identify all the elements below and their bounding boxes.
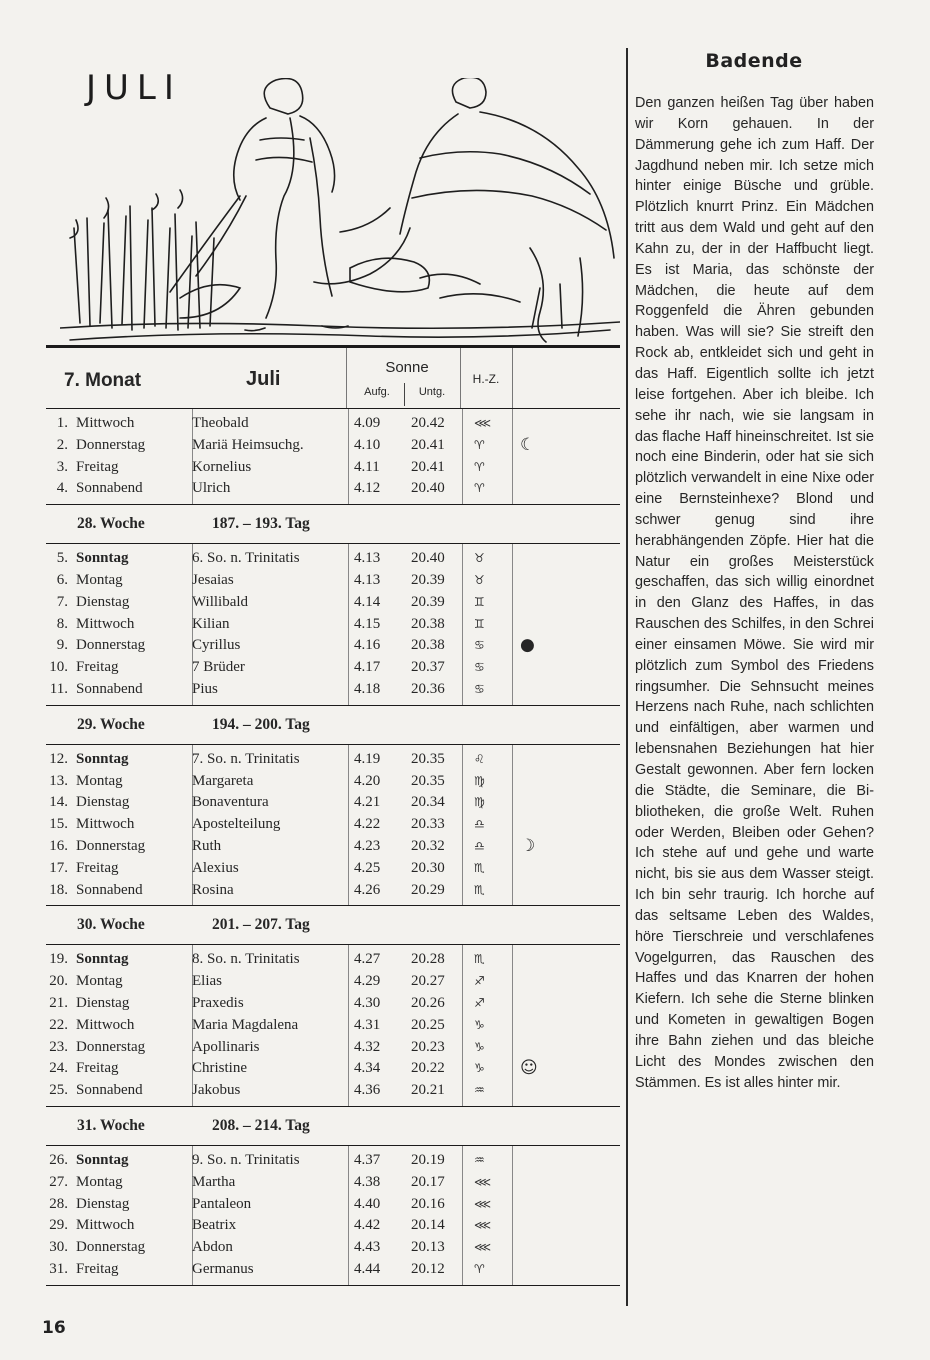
table-row xyxy=(46,1058,620,1080)
name-day: Theobald xyxy=(192,415,249,431)
page-title: JULI xyxy=(86,68,182,108)
harvest-illustration xyxy=(60,78,620,346)
weekday: Dienstag xyxy=(76,1195,130,1212)
sunset-time: 20.41 xyxy=(411,436,445,453)
calendar-header xyxy=(46,345,620,409)
sunrise-time: 4.09 xyxy=(354,415,381,431)
sunrise-column-header: Aufg. xyxy=(364,386,390,398)
sunrise-time: 4.15 xyxy=(354,615,381,632)
sunrise-time: 4.19 xyxy=(354,750,381,767)
sunset-time: 20.34 xyxy=(411,794,445,811)
page-number: 16 xyxy=(42,1318,66,1338)
name-day: Rosina xyxy=(192,881,234,898)
weekday: Freitag xyxy=(76,1260,119,1277)
sunset-time: 20.32 xyxy=(411,837,445,854)
week-row xyxy=(46,706,620,745)
name-day: Elias xyxy=(192,973,222,990)
weekday: Montag xyxy=(76,772,123,789)
table-row xyxy=(46,1259,620,1281)
sunrise-time: 4.40 xyxy=(354,1195,381,1212)
sunrise-time: 4.30 xyxy=(354,994,381,1011)
table-row xyxy=(46,836,620,858)
week-label: 29. Woche xyxy=(77,715,145,733)
day-number: 31. xyxy=(49,1260,68,1277)
week-days: 201. – 207. Tag xyxy=(212,916,310,934)
name-day: Bonaventura xyxy=(192,794,269,811)
name-day: Willibald xyxy=(192,593,249,610)
day-number: 15. xyxy=(49,816,68,833)
weekday: Sonntag xyxy=(76,750,129,767)
sun-column-header: Sonne xyxy=(385,359,429,376)
day-block xyxy=(46,409,620,505)
zodiac-column-header: H.-Z. xyxy=(472,372,500,386)
day-number: 4. xyxy=(56,480,68,497)
week-label: 28. Woche xyxy=(77,515,145,533)
waterman-icon: ♒ xyxy=(474,1083,485,1098)
fish-icon: ⋘ xyxy=(474,1218,492,1233)
sunset-time: 20.38 xyxy=(411,615,445,632)
table-row xyxy=(46,814,620,836)
sunset-time: 20.37 xyxy=(411,659,445,676)
sunrise-time: 4.18 xyxy=(354,680,381,697)
weekday: Sonntag xyxy=(76,951,129,968)
sunset-time: 20.42 xyxy=(411,415,445,431)
day-number: 2. xyxy=(56,436,68,453)
day-number: 20. xyxy=(49,973,68,990)
story-title: Badende xyxy=(705,50,803,72)
sunrise-time: 4.13 xyxy=(354,550,381,567)
sunrise-time: 4.31 xyxy=(354,1016,381,1033)
table-row xyxy=(46,1150,620,1172)
table-row xyxy=(46,1215,620,1237)
name-day: Margareta xyxy=(192,772,254,789)
name-day: Kornelius xyxy=(192,458,252,475)
name-day: Ruth xyxy=(192,837,222,854)
day-number: 17. xyxy=(49,859,68,876)
name-day: Alexius xyxy=(192,859,239,876)
month-name-label: Juli xyxy=(246,368,281,390)
goat-icon: ♑ xyxy=(474,1017,485,1032)
weekday: Mittwoch xyxy=(76,1016,135,1033)
sunset-time: 20.19 xyxy=(411,1151,445,1168)
name-day: Pius xyxy=(192,680,218,697)
table-row xyxy=(46,413,620,435)
table-row xyxy=(46,548,620,570)
scorpion-icon: ♏ xyxy=(474,882,485,897)
table-row xyxy=(46,570,620,592)
day-block xyxy=(46,745,620,907)
sunrise-time: 4.29 xyxy=(354,973,381,990)
fish-icon: ⋘ xyxy=(474,416,492,430)
weekday: Mittwoch xyxy=(76,816,135,833)
moon-phase-icon: ☾ xyxy=(520,434,536,455)
name-day: Praxedis xyxy=(192,994,244,1011)
table-row xyxy=(46,1080,620,1102)
weekday: Montag xyxy=(76,973,123,990)
sunset-time: 20.35 xyxy=(411,750,445,767)
weekday: Sonnabend xyxy=(76,480,143,497)
name-day: Maria Magdalena xyxy=(192,1016,299,1033)
sunrise-time: 4.42 xyxy=(354,1217,381,1234)
weekday: Donnerstag xyxy=(76,1038,146,1055)
name-day: Pantaleon xyxy=(192,1195,252,1212)
weekday: Freitag xyxy=(76,859,119,876)
day-number: 25. xyxy=(49,1082,68,1099)
weekday: Mittwoch xyxy=(76,1217,135,1234)
table-row xyxy=(46,792,620,814)
weekday: Sonntag xyxy=(76,1151,129,1168)
virgin-icon: ♍ xyxy=(474,795,485,810)
waterman-icon: ♒ xyxy=(474,1152,485,1167)
day-number: 8. xyxy=(56,615,68,632)
sunset-time: 20.38 xyxy=(411,637,445,654)
day-number: 10. xyxy=(49,659,68,676)
sunrise-time: 4.13 xyxy=(354,571,381,588)
weekday: Donnerstag xyxy=(76,837,146,854)
week-days: 187. – 193. Tag xyxy=(212,515,310,533)
week-row xyxy=(46,906,620,945)
table-row xyxy=(46,1237,620,1259)
weekday: Dienstag xyxy=(76,794,130,811)
sunrise-time: 4.34 xyxy=(354,1060,381,1077)
sunrise-time: 4.32 xyxy=(354,1038,381,1055)
ram-icon: ♈ xyxy=(474,1261,485,1276)
table-row xyxy=(46,858,620,880)
sunset-time: 20.39 xyxy=(411,593,445,610)
table-row xyxy=(46,1037,620,1059)
sunset-time: 20.17 xyxy=(411,1173,445,1190)
bull-icon: ♉ xyxy=(474,551,485,566)
day-number: 27. xyxy=(49,1173,68,1190)
day-number: 28. xyxy=(49,1195,68,1212)
archer-icon: ♐ xyxy=(474,995,485,1010)
sunrise-time: 4.44 xyxy=(354,1260,381,1277)
weekday: Montag xyxy=(76,571,123,588)
lion-icon: ♌ xyxy=(474,751,485,766)
name-day: Martha xyxy=(192,1173,236,1190)
day-number: 24. xyxy=(49,1060,68,1077)
sunrise-time: 4.12 xyxy=(354,480,381,497)
day-number: 12. xyxy=(49,750,68,767)
sunset-time: 20.30 xyxy=(411,859,445,876)
day-number: 11. xyxy=(49,680,68,697)
crab-icon: ♋ xyxy=(474,638,485,653)
day-block xyxy=(46,1146,620,1286)
sunset-time: 20.35 xyxy=(411,772,445,789)
day-number: 9. xyxy=(56,637,68,654)
bull-icon: ♉ xyxy=(474,572,485,587)
sunrise-time: 4.16 xyxy=(354,637,381,654)
sunset-time: 20.40 xyxy=(411,550,445,567)
sunrise-time: 4.25 xyxy=(354,859,381,876)
sunset-time: 20.39 xyxy=(411,571,445,588)
sunset-time: 20.13 xyxy=(411,1239,445,1256)
table-row xyxy=(46,1194,620,1216)
sunrise-time: 4.20 xyxy=(354,772,381,789)
name-day: Beatrix xyxy=(192,1217,237,1234)
sunset-time: 20.21 xyxy=(411,1082,445,1099)
weekday: Freitag xyxy=(76,1060,119,1077)
scorpion-icon: ♏ xyxy=(474,860,485,875)
table-row xyxy=(46,478,620,500)
day-number: 14. xyxy=(49,794,68,811)
sunset-time: 20.16 xyxy=(411,1195,445,1212)
fish-icon: ⋘ xyxy=(474,1174,492,1189)
week-row xyxy=(46,1107,620,1146)
weekday: Donnerstag xyxy=(76,1239,146,1256)
moon-phase-icon: ☺ xyxy=(520,1058,538,1079)
sunset-time: 20.27 xyxy=(411,973,445,990)
day-number: 3. xyxy=(56,458,68,475)
sunset-time: 20.14 xyxy=(411,1217,445,1234)
sunset-time: 20.29 xyxy=(411,881,445,898)
sunrise-time: 4.38 xyxy=(354,1173,381,1190)
sunset-time: 20.12 xyxy=(411,1260,445,1277)
table-row xyxy=(46,949,620,971)
table-row xyxy=(46,679,620,701)
weekday: Donnerstag xyxy=(76,436,146,453)
table-row xyxy=(46,635,620,657)
sunrise-time: 4.23 xyxy=(354,837,381,854)
sunset-time: 20.33 xyxy=(411,816,445,833)
sunrise-time: 4.11 xyxy=(354,458,380,475)
name-day: Jesaias xyxy=(192,571,234,588)
weekday: Mittwoch xyxy=(76,615,135,632)
twins-icon: ♊ xyxy=(474,594,485,609)
weekday: Sonnabend xyxy=(76,680,143,697)
ram-icon: ♈ xyxy=(474,437,485,452)
table-row xyxy=(46,993,620,1015)
virgin-icon: ♍ xyxy=(474,773,485,788)
name-day: 6. So. n. Trinitatis xyxy=(192,550,300,567)
weekday: Dienstag xyxy=(76,593,130,610)
week-label: 30. Woche xyxy=(77,916,145,934)
sunrise-time: 4.26 xyxy=(354,881,381,898)
name-day: 9. So. n. Trinitatis xyxy=(192,1151,300,1168)
sunset-column-header: Untg. xyxy=(418,386,446,398)
day-number: 23. xyxy=(49,1038,68,1055)
calendar-body xyxy=(46,409,620,1286)
archer-icon: ♐ xyxy=(474,974,485,989)
crab-icon: ♋ xyxy=(474,681,485,696)
week-days: 194. – 200. Tag xyxy=(212,715,310,733)
week-row xyxy=(46,505,620,544)
day-number: 26. xyxy=(49,1151,68,1168)
name-day: 7 Brüder xyxy=(192,659,245,676)
day-number: 13. xyxy=(49,772,68,789)
calendar-table xyxy=(46,345,620,1286)
sunrise-time: 4.21 xyxy=(354,794,381,811)
weekday: Freitag xyxy=(76,659,119,676)
sunrise-time: 4.36 xyxy=(354,1082,381,1099)
sunset-time: 20.26 xyxy=(411,994,445,1011)
sunrise-time: 4.14 xyxy=(354,593,381,610)
name-day: Cyrillus xyxy=(192,637,241,654)
name-day: 8. So. n. Trinitatis xyxy=(192,951,300,968)
month-number-label: 7. Monat xyxy=(64,370,142,391)
table-row xyxy=(46,435,620,457)
table-row xyxy=(46,749,620,771)
day-block xyxy=(46,945,620,1107)
scales-icon: ♎ xyxy=(474,817,485,832)
sunrise-time: 4.27 xyxy=(354,951,381,968)
sunset-time: 20.22 xyxy=(411,1060,445,1077)
day-number: 22. xyxy=(49,1016,68,1033)
table-row xyxy=(46,457,620,479)
name-day: Apostelteilung xyxy=(192,816,281,833)
name-day: 7. So. n. Trinitatis xyxy=(192,750,300,767)
scales-icon: ♎ xyxy=(474,838,485,853)
sunrise-time: 4.17 xyxy=(354,659,381,676)
sunset-time: 20.28 xyxy=(411,951,445,968)
table-row xyxy=(46,1015,620,1037)
weekday: Dienstag xyxy=(76,994,130,1011)
sunset-time: 20.25 xyxy=(411,1016,445,1033)
story-text: Den ganzen heißen Tag über haben wir Korn gehauen. In der Dämmerung gehe ich zum Haff. Der Jagdhund neben mir. Ich setze mich hinter einige Büsche und grüble. Plötzlich knurrt Prinz. Ein Mädchen tritt aus dem Wald und geht auf den Kahn zu, der in der Haffbucht liegt. Es ist Maria, das schönste der Mädchen, die heute auf dem Roggenfeld die Ähren gebunden haben. Was will sie? Sie streift den Rock ab, entkleidet sich und geht in das Haff. Eigentlich sollte ich jetzt leise fortgehen. Aber ich bleibe. Ich sehe ihr nach, wie sie langsam in das flache Haff hineinschreitet. Ist sie noch eine Binderin, oder hat sie sich plötzlich verwandelt in eine Nixe oder eine Bernsteinhexe? Blond und schwer genug sind ihre herabhängenden Zöpfe. Hier hat die Natur ein großes Meisterstück geschaffen, das sich willig einordnet in den Glanz des Haffes, in das Rauschen des Schilfes, in den Schrei einer einsamen Möwe. Sie wird mir plötzlich zum Symbol des Friedens ringsumher. Die Sehnsucht meines Herzens nach Ruhe, nach schlichten und einfältigen, aber warmen und lebensnahen Beziehungen hat hier Gestalt gewonnen. Aber fern locken die Städte, die Seminare, die Bibliotheken, die große Welt. Ruhen oder Werden, Bleiben oder Gehen? Ich stehe auf und gehe und warte nicht, bis sie aus dem Wasser steigt. Ich bin sehr traurig. Ich horche auf das seltsame Leben des Waldes, höre Tierschreie und verschlafenes Vogelgurren, das Rauschen des Haffes und das Knarren der hohen Kiefern. Ich sehe die Sterne blinken und Kometen in gewaltigen Bogen ihre Bahn ziehen und das bleiche Licht des Mondes zwischen den Stämmen. Es ist alles hinter mir. xyxy=(635,95,874,1091)
table-row xyxy=(46,771,620,793)
day-number: 16. xyxy=(49,837,68,854)
weekday: Montag xyxy=(76,1173,123,1190)
day-number: 19. xyxy=(49,951,68,968)
name-day: Germanus xyxy=(192,1260,254,1277)
sunrise-time: 4.22 xyxy=(354,816,381,833)
week-days: 208. – 214. Tag xyxy=(212,1116,310,1134)
table-row xyxy=(46,614,620,636)
fish-icon: ⋘ xyxy=(474,1240,492,1255)
weekday: Sonntag xyxy=(76,550,129,567)
goat-icon: ♑ xyxy=(474,1039,485,1054)
weekday: Sonnabend xyxy=(76,881,143,898)
day-number: 1. xyxy=(56,415,68,431)
ram-icon: ♈ xyxy=(474,459,485,474)
sunset-time: 20.40 xyxy=(411,480,445,497)
sunset-time: 20.23 xyxy=(411,1038,445,1055)
fish-icon: ⋘ xyxy=(474,1196,492,1211)
sunset-time: 20.36 xyxy=(411,680,445,697)
table-row xyxy=(46,880,620,902)
name-day: Jakobus xyxy=(192,1082,241,1099)
sunrise-time: 4.37 xyxy=(354,1151,381,1168)
twins-icon: ♊ xyxy=(474,616,485,631)
weekday: Donnerstag xyxy=(76,637,146,654)
day-number: 30. xyxy=(49,1239,68,1256)
weekday: Freitag xyxy=(76,458,119,475)
table-row xyxy=(46,1172,620,1194)
name-day: Apollinaris xyxy=(192,1038,260,1055)
day-number: 6. xyxy=(56,571,68,588)
name-day: Mariä Heimsuchg. xyxy=(192,436,304,453)
ram-icon: ♈ xyxy=(474,481,485,496)
scorpion-icon: ♏ xyxy=(474,952,485,967)
sunrise-time: 4.10 xyxy=(354,436,381,453)
table-row xyxy=(46,971,620,993)
sunset-time: 20.41 xyxy=(411,458,445,475)
name-day: Kilian xyxy=(192,615,230,632)
day-number: 29. xyxy=(49,1217,68,1234)
day-number: 5. xyxy=(56,550,68,567)
day-number: 21. xyxy=(49,994,68,1011)
weekday: Mittwoch xyxy=(76,415,135,431)
day-number: 7. xyxy=(56,593,68,610)
day-block xyxy=(46,544,620,706)
name-day: Christine xyxy=(192,1060,247,1077)
moon-phase-icon: ☽ xyxy=(520,835,536,856)
goat-icon: ♑ xyxy=(474,1061,485,1076)
name-day: Ulrich xyxy=(192,480,231,497)
name-day: Abdon xyxy=(192,1239,233,1256)
week-label: 31. Woche xyxy=(77,1116,145,1134)
table-row xyxy=(46,657,620,679)
moon-phase-icon: ● xyxy=(520,635,535,656)
crab-icon: ♋ xyxy=(474,660,485,675)
sunrise-time: 4.43 xyxy=(354,1239,381,1256)
day-number: 18. xyxy=(49,881,68,898)
column-divider xyxy=(626,48,628,1306)
table-row xyxy=(46,592,620,614)
weekday: Sonnabend xyxy=(76,1082,143,1099)
